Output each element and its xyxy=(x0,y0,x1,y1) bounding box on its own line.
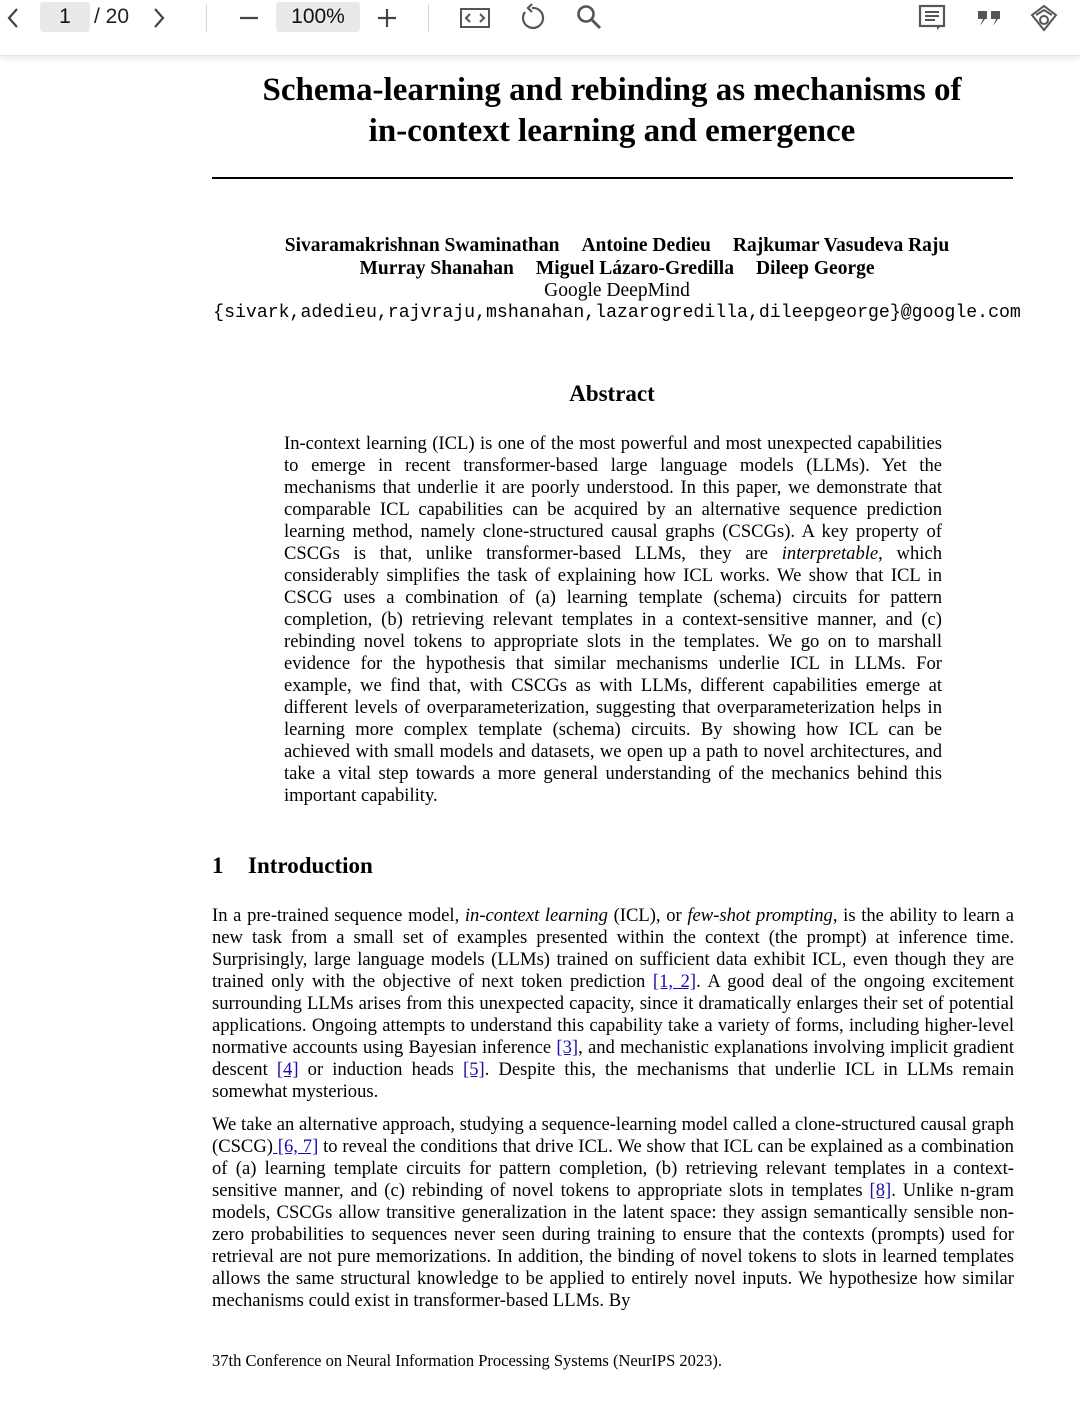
quote-icon[interactable] xyxy=(974,4,1004,32)
text-run: to reveal the conditions that drive ICL. We show that ICL can be explained as a combination of (a) learning template circuits for pattern completion, (b) retrieving relevant templates in a context-sensitive manner, and (c) rebinding of novel tokens to appropriate slots in templates xyxy=(212,1136,1014,1201)
title-line-2: in-context learning and emergence xyxy=(368,113,856,149)
text-run: . A good deal of the ongoing excitement surrounding LLMs arises from this unexpected capacity, since it dramatically enlarges their set of potential applications. Ongoing attempts to understand this capability take a variety of forms, including higher-level normative accounts using Bayesian inference xyxy=(212,971,1015,1058)
intro-paragraph-1 xyxy=(212,905,1014,1103)
page-number-input[interactable] xyxy=(40,2,90,32)
search-icon[interactable] xyxy=(574,2,604,32)
citation-link[interactable]: [5] xyxy=(463,1059,485,1080)
author-name: Miguel Lázaro-Gredilla xyxy=(535,258,734,279)
zoom-level: 100% xyxy=(291,5,345,28)
rotate-icon[interactable] xyxy=(516,2,548,34)
citation-link[interactable]: [1, 2] xyxy=(652,971,697,992)
abstract-part: In-context learning (ICL) is one of the most powerful and most unexpected capabilities to emerge in recent transformer-based large language models (LLMs). Yet the mechanisms that underlie it are poorly understood. In this paper, we demonstrate that comparable ICL capabilities can be acquired by an alternative sequence prediction learning method, namely clone-structured causal graphs (CSCGs). A key property of CSCGs is that, unlike transformer-based LLMs, they are xyxy=(284,433,942,564)
citation-link[interactable]: [8] xyxy=(869,1180,892,1201)
section-title: Introduction xyxy=(248,853,373,878)
scholar-icon[interactable] xyxy=(1028,2,1060,34)
text-run: (ICL), or xyxy=(607,905,688,926)
emphasis: few-shot prompting xyxy=(687,905,833,926)
author-list xyxy=(212,234,1022,280)
chevron-left-icon[interactable] xyxy=(2,4,24,32)
abstract-heading: Abstract xyxy=(569,381,655,406)
citation-link[interactable]: [6, 7] xyxy=(272,1136,319,1157)
section-number: 1 xyxy=(212,853,224,878)
text-run: In a pre-trained sequence model, xyxy=(212,905,465,926)
zoom-level-input[interactable] xyxy=(276,2,360,32)
citation-link[interactable]: [3] xyxy=(556,1037,579,1058)
toolbar-divider xyxy=(206,4,207,32)
title-rule xyxy=(212,177,1013,179)
citation-link[interactable]: [4] xyxy=(276,1059,299,1080)
text-run: or induction heads xyxy=(298,1059,464,1080)
zoom-out-icon[interactable] xyxy=(236,4,262,32)
author-emails: {sivark,adedieu,rajvraju,mshanahan,lazarogredilla,dileepgeorge}@google.com xyxy=(213,303,1021,323)
current-page: 1 xyxy=(59,5,71,28)
page-total: / 20 xyxy=(94,5,130,28)
text-run: , is the ability to learn a new task from a small set of examples presented within the context (the prompt) at inference time. Surprisingly, large language models (LLMs) trained on sufficient data exhibit ICL, even though they are trained only with the objective of next token prediction xyxy=(212,905,1014,992)
affiliation: Google DeepMind xyxy=(544,280,690,301)
author-name: Murray Shanahan xyxy=(359,258,514,279)
author-name: Antoine Dedieu xyxy=(581,235,711,256)
intro-paragraph-2 xyxy=(212,1114,1014,1312)
author-name: Dileep George xyxy=(755,258,875,279)
paper-title xyxy=(212,70,1012,152)
section-heading xyxy=(212,852,812,880)
author-name: Sivaramakrishnan Swaminathan xyxy=(284,235,560,256)
toolbar-divider xyxy=(428,4,429,32)
text-run: , and mechanistic explanations involving implicit gradient descent xyxy=(212,1037,1014,1080)
author-name: Rajkumar Vasudeva Raju xyxy=(732,235,950,256)
emphasis: in-context learning xyxy=(464,905,608,926)
chevron-right-icon[interactable] xyxy=(148,4,170,32)
fit-page-icon[interactable] xyxy=(458,4,492,32)
notes-icon[interactable] xyxy=(916,2,948,32)
text-run: . Despite this, the mechanisms that underlie ICL in LLMs remain somewhat mysterious. xyxy=(212,1059,1014,1102)
title-line-1: Schema-learning and rebinding as mechanisms of xyxy=(262,72,962,108)
zoom-in-icon[interactable] xyxy=(374,4,400,32)
text-run: We take an alternative approach, studying a sequence-learning model called a clone-structured causal graph (CSCG) xyxy=(212,1114,1014,1157)
text-run: . Unlike n-gram models, CSCGs allow transitive generalization in the latent space: they assign semantically sensible non-zero probabilities to sequences never seen during training to ensure that the contexts (prompts) used for retrieval are not pure memorizations. In addition, the binding of novel tokens to slots in learned templates allows the same structural knowledge to be applied to entirely novel inputs. We hypothesize how similar mechanisms could exist in transformer-based LLMs. By xyxy=(212,1180,1014,1311)
abstract-emphasis: interpretable xyxy=(781,543,879,564)
conference-footer: 37th Conference on Neural Information Processing Systems (NeurIPS 2023). xyxy=(212,1351,723,1370)
abstract-text xyxy=(284,433,942,807)
pdf-toolbar xyxy=(0,0,1080,56)
abstract-part: , which considerably simplifies the task of explaining how ICL works. We show that ICL in CSCG uses a combination of (a) learning template (schema) circuits for pattern completion, (b) retrieving relevant templates in a context-sensitive manner, and (c) rebinding novel tokens to appropriate slots in the templates. We go on to marshall evidence for the hypothesis that similar mechanisms underlie ICL in LLMs. For example, we find that, with CSCGs as with LLMs, different capabilities emerge at different levels of overparameterization, suggesting that overparameterization helps in learning more complex template (schema) circuits. By showing how ICL can be achieved with small models and datasets, we open up a path to novel architectures, and take a vital step towards a more general understanding of the mechanics behind this important capability. xyxy=(284,543,942,806)
